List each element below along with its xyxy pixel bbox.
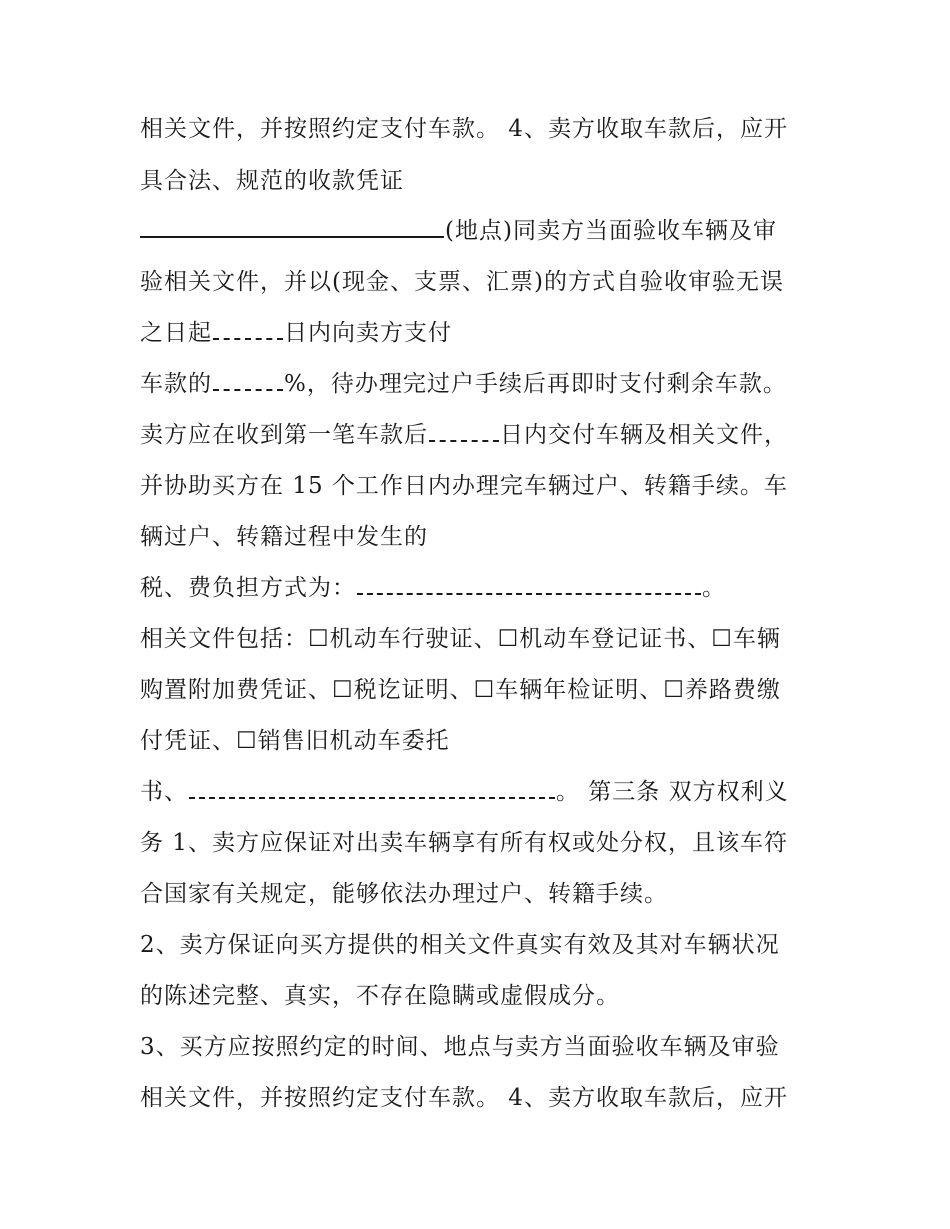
text-line: 并协助买方在 15 个工作日内办理完车辆过户、转籍手续。车 xyxy=(140,473,788,499)
text-segment: (地点)同卖方当面验收车辆及审 xyxy=(445,218,777,244)
text-line: 具合法、规范的收款凭证 xyxy=(140,168,404,194)
text-line-with-blank xyxy=(140,573,726,603)
text-segment: 之日起 xyxy=(140,320,212,346)
text-line: 购置附加费凭证、☐税讫证明、☐车辆年检证明、☐养路费缴 xyxy=(140,677,781,703)
text-line-with-blank xyxy=(140,777,789,807)
text-line: 2、卖方保证向买方提供的相关文件真实有效及其对车辆状况 xyxy=(140,932,780,958)
text-line: 付凭证、☐销售旧机动车委托 xyxy=(140,728,450,754)
text-segment: 税、费负担方式为： xyxy=(140,575,356,601)
text-line-with-blank xyxy=(140,318,452,348)
text-segment: 车款的 xyxy=(140,371,212,397)
text-line: 3、买方应按照约定的时间、地点与卖方当面验收车辆及审验 xyxy=(140,1034,780,1060)
text-segment: 卖方应在收到第一笔车款后 xyxy=(140,422,428,448)
text-line: 相关文件，并按照约定支付车款。 4、卖方收取车款后，应开 xyxy=(140,1085,788,1111)
fill-blank-percent[interactable] xyxy=(213,369,283,391)
text-line-with-blank xyxy=(140,369,787,399)
text-segment: 日内交付车辆及相关文件， xyxy=(500,422,788,448)
fill-blank-location[interactable] xyxy=(140,216,444,238)
fill-blank-other-docs[interactable] xyxy=(189,777,555,799)
fill-blank-days[interactable] xyxy=(213,318,283,340)
text-line: 相关文件，并按照约定支付车款。 4、卖方收取车款后，应开 xyxy=(140,116,788,142)
text-segment: 。 xyxy=(702,575,726,601)
text-line: 合国家有关规定，能够依法办理过户、转籍手续。 xyxy=(140,881,668,907)
text-segment: 。 第三条 双方权利义 xyxy=(556,779,789,805)
text-line: 验相关文件，并以(现金、支票、汇票)的方式自验收审验无误 xyxy=(140,269,784,295)
text-segment: 日内向卖方支付 xyxy=(284,320,452,346)
fill-blank-tax-method[interactable] xyxy=(357,573,701,595)
text-line: 辆过户、转籍过程中发生的 xyxy=(140,524,428,550)
text-line: 的陈述完整、真实，不存在隐瞒或虚假成分。 xyxy=(140,983,620,1009)
text-line: 务 1、卖方应保证对出卖车辆享有所有权或处分权，且该车符 xyxy=(140,830,788,856)
fill-blank-delivery-days[interactable] xyxy=(429,420,499,442)
text-line-with-blank xyxy=(140,216,777,246)
text-segment: %，待办理完过户手续后再即时支付剩余车款。 xyxy=(284,371,787,397)
text-line: 相关文件包括：☐机动车行驶证、☐机动车登记证书、☐车辆 xyxy=(140,626,781,652)
text-segment: 书、 xyxy=(140,779,188,805)
text-line-with-blank xyxy=(140,420,788,450)
